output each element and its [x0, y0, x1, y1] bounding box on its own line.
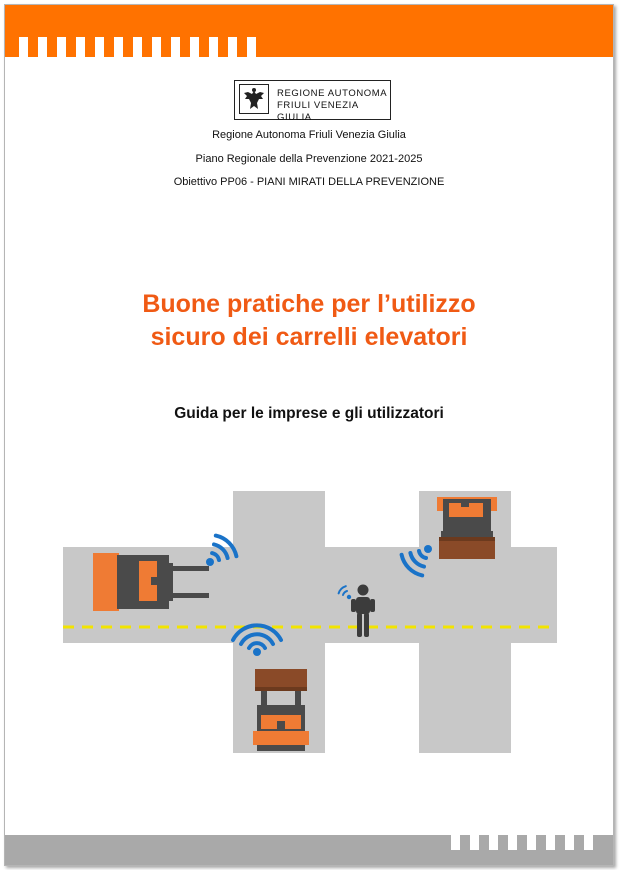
- region-logo: [234, 80, 391, 123]
- logo-text: [277, 88, 390, 124]
- title-line-1: Buone pratiche per l’utilizzo: [142, 290, 476, 318]
- header-region-name: Regione Autonoma Friuli Venezia Giulia: [212, 129, 406, 141]
- title-line-2: sicuro dei carrelli elevatori: [150, 323, 468, 351]
- document-subtitle: Guida per le imprese e gli utilizzatori: [174, 405, 444, 422]
- bottom-stripe-band: [5, 835, 613, 865]
- document-cover: [4, 4, 614, 866]
- header-objective: Obiettivo PP06 - PIANI MIRATI DELLA PREVENZIONE: [173, 176, 445, 188]
- document-title: [5, 288, 613, 354]
- eagle-icon: [239, 84, 269, 114]
- logo-line-1: REGIONE AUTONOMA: [277, 88, 388, 99]
- forklift-icon: [253, 669, 309, 751]
- intersection-illustration: [5, 491, 613, 753]
- top-stripe-band: [5, 5, 613, 57]
- forklift-icon: [437, 497, 497, 559]
- header-plan-name: Piano Regionale della Prevenzione 2021-2025: [195, 153, 423, 165]
- logo-line-2: FRIULI VENEZIA GIULIA: [277, 100, 359, 123]
